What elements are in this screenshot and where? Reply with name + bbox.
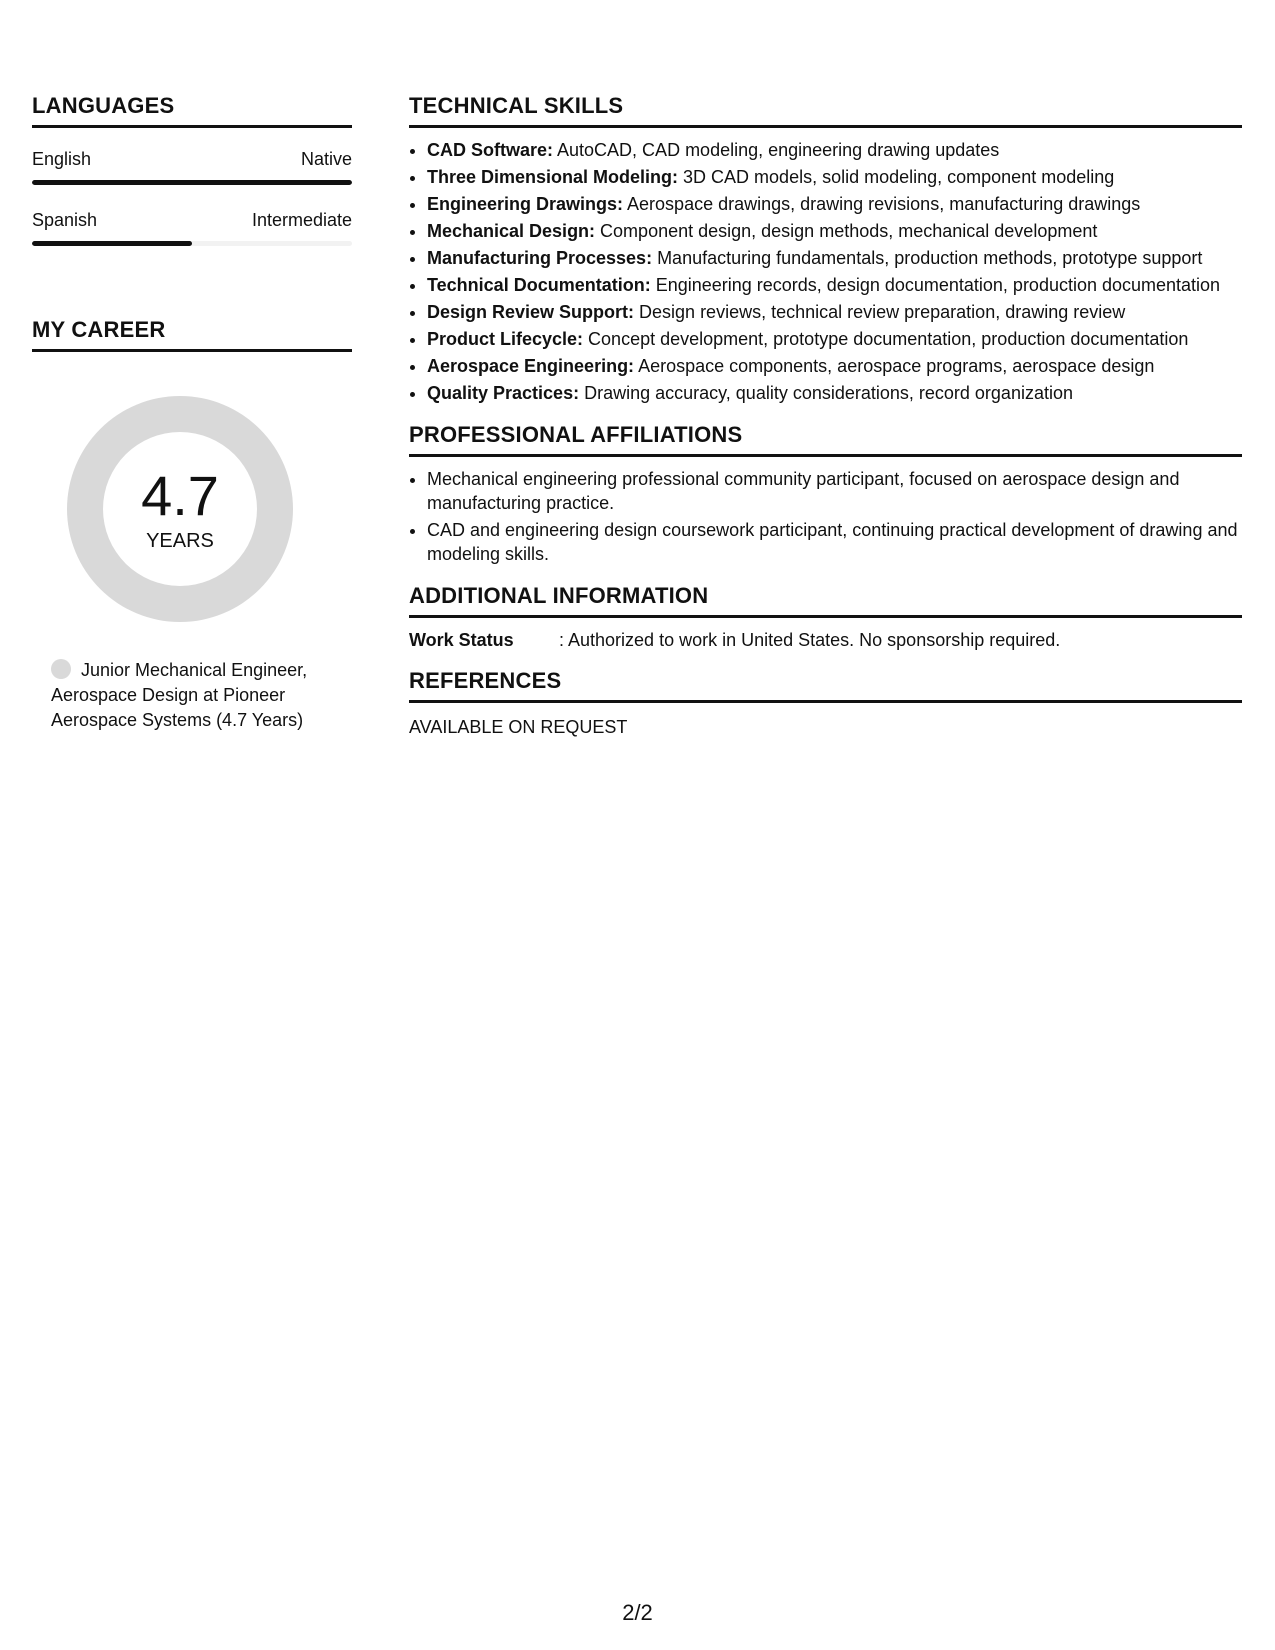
skill-text: Component design, design methods, mechanical development bbox=[595, 221, 1098, 241]
list-item bbox=[427, 192, 1242, 216]
career-legend-text: Junior Mechanical Engineer, Aerospace Design at Pioneer Aerospace Systems (4.7 Years) bbox=[51, 660, 308, 730]
right-column bbox=[409, 92, 1242, 738]
language-row-english bbox=[32, 148, 352, 170]
affiliations-list bbox=[409, 467, 1242, 566]
language-proficiency-bar bbox=[32, 180, 352, 185]
work-status-value: : Authorized to work in United States. No sponsorship required. bbox=[559, 630, 1061, 650]
list-item: • CAD and engineering design coursework participant, continuing practical development of drawing and modeling skills. bbox=[427, 518, 1242, 566]
page-number: 2/2 bbox=[622, 1600, 653, 1625]
skill-text: Engineering records, design documentation, production documentation bbox=[650, 275, 1221, 295]
language-name: Spanish bbox=[32, 210, 98, 230]
skill-label: Aerospace Engineering: bbox=[427, 356, 635, 376]
list-item: • Mechanical engineering professional community participant, focused on aerospace design and manufacturing practice. bbox=[427, 467, 1242, 515]
language-row-spanish bbox=[32, 209, 352, 231]
list-item bbox=[427, 138, 1242, 162]
skill-text: Aerospace components, aerospace programs, aerospace design bbox=[634, 356, 1155, 376]
work-status-label: Work Status bbox=[409, 630, 514, 650]
references-section bbox=[409, 667, 1242, 738]
additional-info-heading: ADDITIONAL INFORMATION bbox=[409, 582, 1242, 618]
list-item bbox=[427, 273, 1242, 297]
skill-label: Technical Documentation: bbox=[427, 275, 651, 295]
skill-text: AutoCAD, CAD modeling, engineering drawing updates bbox=[553, 140, 1000, 160]
career-legend bbox=[51, 658, 341, 733]
skill-label: Product Lifecycle: bbox=[427, 329, 584, 349]
references-text: AVAILABLE ON REQUEST bbox=[409, 717, 628, 737]
left-column bbox=[32, 92, 352, 733]
language-name: English bbox=[32, 149, 92, 169]
list-item bbox=[427, 219, 1242, 243]
skill-label: Three Dimensional Modeling: bbox=[427, 167, 679, 187]
language-level: Intermediate bbox=[251, 210, 352, 230]
skill-text: Manufacturing fundamentals, production methods, prototype support bbox=[652, 248, 1203, 268]
list-item bbox=[427, 246, 1242, 270]
legend-dot-icon bbox=[51, 659, 71, 679]
skill-label: Engineering Drawings: bbox=[427, 194, 624, 214]
skill-label: CAD Software: bbox=[427, 140, 554, 160]
list-item bbox=[427, 354, 1242, 378]
technical-skills-heading: TECHNICAL SKILLS bbox=[409, 92, 1242, 128]
affiliations-section bbox=[409, 421, 1242, 566]
languages-heading: LANGUAGES bbox=[32, 92, 352, 128]
work-status-row bbox=[409, 629, 1242, 651]
language-proficiency-fill bbox=[32, 241, 192, 246]
skill-text: Drawing accuracy, quality considerations, record organization bbox=[579, 383, 1073, 403]
career-total-years: 4.7 bbox=[141, 464, 219, 527]
language-level: Native bbox=[300, 149, 352, 169]
skill-label: Manufacturing Processes: bbox=[427, 248, 653, 268]
skill-text: 3D CAD models, solid modeling, component modeling bbox=[678, 167, 1115, 187]
career-donut-chart bbox=[67, 396, 293, 622]
skill-label: Quality Practices: bbox=[427, 383, 580, 403]
career-heading: MY CAREER bbox=[32, 316, 352, 352]
career-total-unit: YEARS bbox=[146, 530, 214, 552]
list-item bbox=[427, 327, 1242, 351]
career-section bbox=[32, 316, 352, 733]
language-proficiency-bar bbox=[32, 241, 352, 246]
technical-skills-section bbox=[409, 92, 1242, 405]
additional-info-section bbox=[409, 582, 1242, 651]
affiliations-heading: PROFESSIONAL AFFILIATIONS bbox=[409, 421, 1242, 457]
list-item bbox=[427, 165, 1242, 189]
skill-text: Aerospace drawings, drawing revisions, manufacturing drawings bbox=[623, 194, 1141, 214]
languages-section bbox=[32, 92, 352, 246]
skill-label: Design Review Support: bbox=[427, 302, 635, 322]
skill-text: Concept development, prototype documentation, production documentation bbox=[583, 329, 1189, 349]
list-item bbox=[427, 381, 1242, 405]
language-proficiency-fill bbox=[32, 180, 352, 185]
skill-text: Design reviews, technical review preparation, drawing review bbox=[634, 302, 1126, 322]
references-heading: REFERENCES bbox=[409, 667, 1242, 703]
technical-skills-list bbox=[409, 138, 1242, 405]
list-item bbox=[427, 300, 1242, 324]
skill-label: Mechanical Design: bbox=[427, 221, 596, 241]
